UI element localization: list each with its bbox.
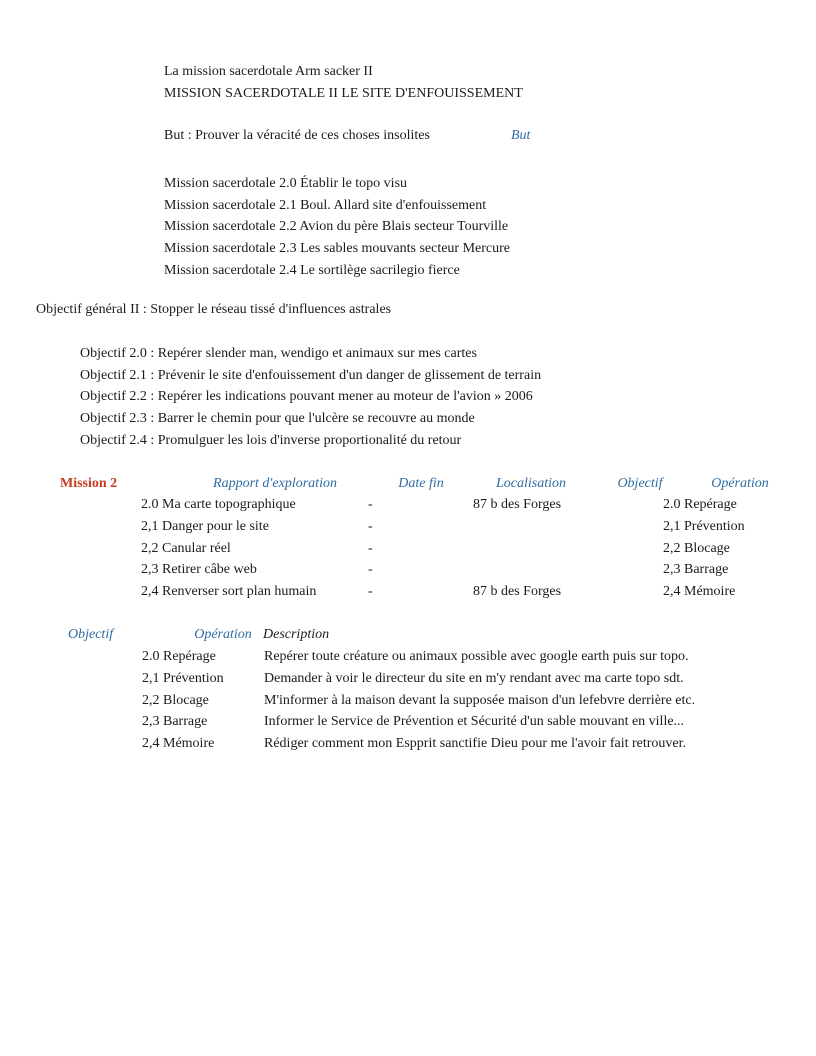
mission2-label: Mission 2 — [60, 476, 118, 491]
detail-header-operation: Opération — [194, 627, 252, 642]
mission2-header-date: Date fin — [398, 476, 444, 491]
cell-description: Rédiger comment mon Espprit sanctifie Dieu pour me l'avoir fait retrouver. — [264, 736, 687, 752]
cell-report: 2,1 Danger pour le site — [141, 518, 269, 534]
goal-note: But — [511, 128, 531, 143]
mission-item: Mission sacerdotale 2.1 Boul. Allard site d'enfouissement — [164, 197, 487, 213]
detail-header-row — [0, 624, 816, 646]
intro-block — [164, 61, 523, 104]
cell-operation: 2.0 Repérage — [663, 497, 737, 512]
cell-description: M'informer à la maison devant la supposée maison d'un lefebvre derrière etc. — [264, 692, 696, 708]
cell-description: Informer le Service de Prévention et Sécurité d'un sable mouvant en ville... — [264, 714, 685, 730]
mission2-header-report: Rapport d'exploration — [213, 476, 337, 491]
mission2-header-operation: Opération — [711, 476, 769, 491]
cell-location: 87 b des Forges — [473, 497, 562, 512]
table-row — [0, 559, 816, 581]
table-row — [0, 538, 816, 560]
mission-item: Mission sacerdotale 2.4 Le sortilège sacrilegio fierce — [164, 262, 460, 278]
detail-header-objective: Objectif — [68, 627, 114, 642]
cell-operation: 2,2 Blocage — [663, 540, 730, 556]
cell-report: 2.0 Ma carte topographique — [141, 497, 296, 512]
cell-operation: 2,3 Barrage — [142, 714, 208, 730]
cell-date: - — [368, 497, 373, 512]
mission2-header-row — [0, 473, 816, 495]
objectif-item: Objectif 2.0 : Repérer slender man, wendigo et animaux sur mes cartes — [80, 346, 477, 361]
objectif-item: Objectif 2.3 : Barrer le chemin pour que l'ulcère se recouvre au monde — [80, 411, 475, 427]
detail-row — [0, 690, 816, 712]
cell-date: - — [368, 518, 373, 534]
objectif-general: Objectif général II : Stopper le réseau tissé d'influences astrales — [36, 302, 392, 317]
detail-row — [0, 733, 816, 755]
cell-date: - — [368, 562, 373, 578]
objectif-item: Objectif 2.2 : Repérer les indications pouvant mener au moteur de l'avion » 2006 — [80, 389, 533, 405]
mission-item: Mission sacerdotale 2.0 Établir le topo visu — [164, 176, 408, 191]
mission-item: Mission sacerdotale 2.2 Avion du père Blais secteur Tourville — [164, 219, 509, 235]
table-row — [0, 494, 816, 516]
cell-report: 2,4 Renverser sort plan humain — [141, 584, 317, 600]
detail-row — [0, 668, 816, 690]
objectif-list — [80, 343, 541, 451]
cell-operation: 2,1 Prévention — [142, 670, 224, 686]
cell-location: 87 b des Forges — [473, 584, 562, 600]
objectif-item: Objectif 2.4 : Promulguer les lois d'inverse proportionalité du retour — [80, 432, 462, 448]
mission2-header-location: Localisation — [495, 476, 567, 491]
detail-row — [0, 646, 816, 668]
cell-report: 2,3 Retirer câbe web — [141, 562, 257, 578]
cell-description: Demander à voir le directeur du site en m'y rendant avec ma carte topo sdt. — [264, 670, 684, 686]
cell-description: Repérer toute créature ou animaux possible avec google earth puis sur topo. — [264, 649, 689, 664]
cell-operation: 2.0 Repérage — [142, 649, 216, 664]
cell-operation: 2,4 Mémoire — [663, 584, 736, 600]
detail-row — [0, 711, 816, 733]
mission2-header-objective: Objectif — [617, 476, 663, 491]
cell-operation: 2,4 Mémoire — [142, 736, 215, 752]
document-title: MISSION SACERDOTALE II LE SITE D'ENFOUISSEMENT — [164, 85, 523, 101]
cell-operation: 2,1 Prévention — [663, 518, 745, 534]
mission-list — [164, 173, 510, 281]
cell-operation: 2,3 Barrage — [663, 562, 729, 578]
goal-line: But : Prouver la véracité de ces choses insolites — [164, 128, 430, 143]
detail-header-description: Description — [263, 627, 330, 642]
cell-operation: 2,2 Blocage — [142, 692, 209, 708]
cell-report: 2,2 Canular réel — [141, 540, 231, 556]
objectif-item: Objectif 2.1 : Prévenir le site d'enfouissement d'un danger de glissement de terrain — [80, 367, 542, 383]
mission-item: Mission sacerdotale 2.3 Les sables mouvants secteur Mercure — [164, 241, 511, 257]
table-row — [0, 581, 816, 603]
document-subtitle: La mission sacerdotale Arm sacker II — [164, 64, 373, 79]
cell-date: - — [368, 540, 373, 556]
table-row — [0, 516, 816, 538]
cell-date: - — [368, 584, 373, 600]
